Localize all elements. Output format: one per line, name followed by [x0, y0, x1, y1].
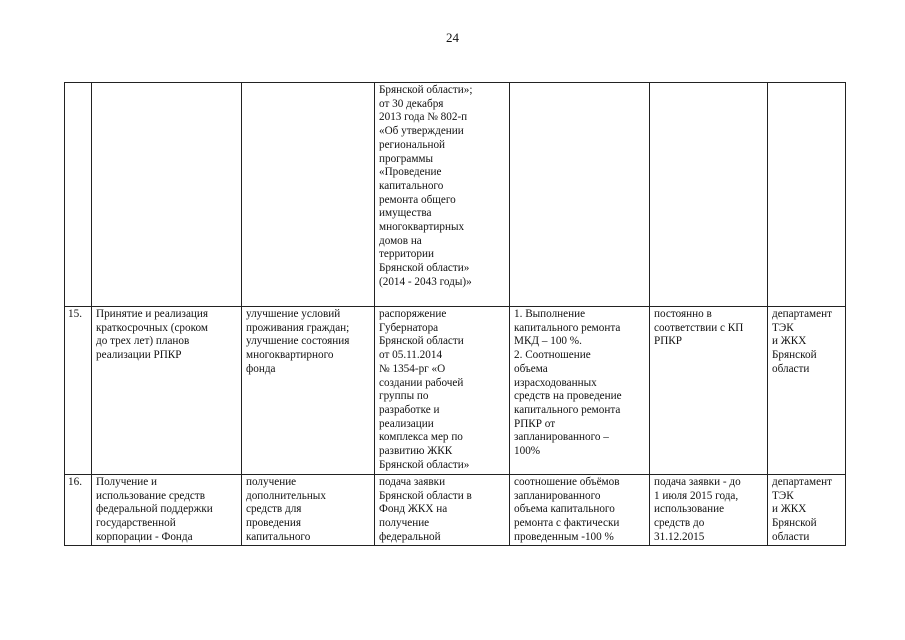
measure-name-cell: Принятие и реализация краткосрочных (сроком до трех лет) планов реализации РПКР	[92, 307, 242, 475]
goal-cell: улучшение условий проживания граждан; улучшение состояния многоквартирного фонда	[242, 307, 375, 475]
legal-basis-cell: Брянской области»; от 30 декабря 2013 года № 802-п «Об утверждении региональной программы «Проведение капитального ремонта общего имущества многоквартирных домов на территории Брянской области» (2014 - 2043 годы)»	[375, 83, 510, 307]
table-row	[65, 83, 846, 307]
legal-basis-cell: подача заявки Брянской области в Фонд ЖКХ на получение федеральной	[375, 475, 510, 546]
measures-table	[64, 82, 846, 546]
indicator-cell	[510, 83, 650, 307]
row-number-cell: 16.	[65, 475, 92, 546]
measure-name-cell: Получение и использование средств федеральной поддержки государственной корпорации - Фонда	[92, 475, 242, 546]
goal-cell	[242, 83, 375, 307]
deadline-cell	[650, 83, 768, 307]
indicator-cell: 1. Выполнение капитального ремонта МКД – 100 %. 2. Соотношение объема израсходованных средств на проведение капитального ремонта РПКР от запланированного – 100%	[510, 307, 650, 475]
goal-cell: получение дополнительных средств для проведения капитального	[242, 475, 375, 546]
responsible-cell	[768, 83, 846, 307]
deadline-cell: постоянно в соответствии с КП РПКР	[650, 307, 768, 475]
row-number-cell	[65, 83, 92, 307]
legal-basis-cell: распоряжение Губернатора Брянской области от 05.11.2014 № 1354-рг «О создании рабочей группы по разработке и реализации комплекса мер по развитию ЖКК Брянской области»	[375, 307, 510, 475]
responsible-cell: департамент ТЭК и ЖКХ Брянской области	[768, 307, 846, 475]
table-row	[65, 307, 846, 475]
measure-name-cell	[92, 83, 242, 307]
table-row	[65, 475, 846, 546]
page-number: 24	[446, 30, 459, 45]
row-number-cell: 15.	[65, 307, 92, 475]
responsible-cell: департамент ТЭК и ЖКХ Брянской области	[768, 475, 846, 546]
deadline-cell: подача заявки - до 1 июля 2015 года, использование средств до 31.12.2015	[650, 475, 768, 546]
indicator-cell: соотношение объёмов запланированного объема капитального ремонта с фактически проведенным -100 %	[510, 475, 650, 546]
